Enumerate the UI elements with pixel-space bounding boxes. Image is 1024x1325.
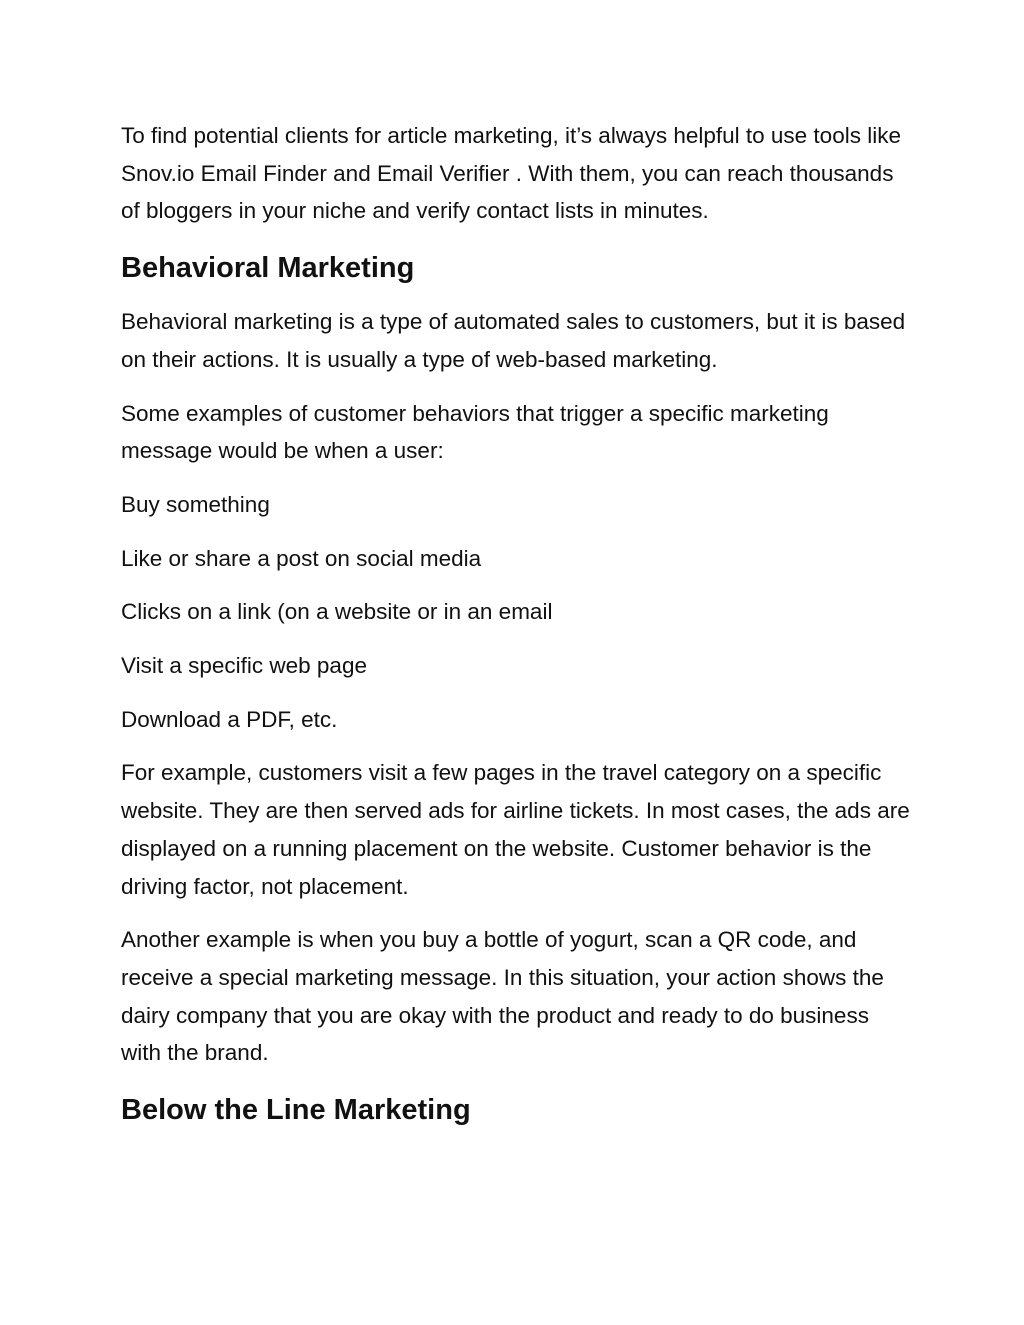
travel-example-paragraph: For example, customers visit a few pages in the travel category on a specific website. They are then served ads for airline tickets. In most cases, the ads are displayed on a running placement on the website. Customer behavior is the driving factor, not placement. bbox=[121, 760, 910, 899]
behavior-item: Download a PDF, etc. bbox=[121, 706, 338, 732]
intro-paragraph: To find potential clients for article marketing, it’s always helpful to use tools like Snov.io Email Finder and Email Verifier . With them, you can reach thousands of bloggers in your niche and verify contact lists in minutes. bbox=[121, 123, 901, 224]
behavior-item: Clicks on a link (on a website or in an email bbox=[121, 599, 553, 625]
behavioral-definition-paragraph: Behavioral marketing is a type of automated sales to customers, but it is based on their actions. It is usually a type of web-based marketing. bbox=[121, 309, 906, 372]
behavior-item: Visit a specific web page bbox=[121, 653, 367, 679]
yogurt-example-paragraph: Another example is when you buy a bottle of yogurt, scan a QR code, and receive a special marketing message. In this situation, your action shows the dairy company that you are okay with the product and ready to do business with the brand. bbox=[121, 927, 884, 1066]
examples-intro-paragraph: Some examples of customer behaviors that trigger a specific marketing message would be when a user: bbox=[121, 400, 829, 464]
document-page bbox=[121, 117, 911, 1130]
section-heading-below-the-line-marketing: Below the Line Marketing bbox=[121, 1094, 471, 1127]
section-heading-behavioral-marketing: Behavioral Marketing bbox=[121, 252, 415, 285]
behavior-item: Like or share a post on social media bbox=[121, 545, 482, 571]
behavior-item: Buy something bbox=[121, 491, 270, 517]
